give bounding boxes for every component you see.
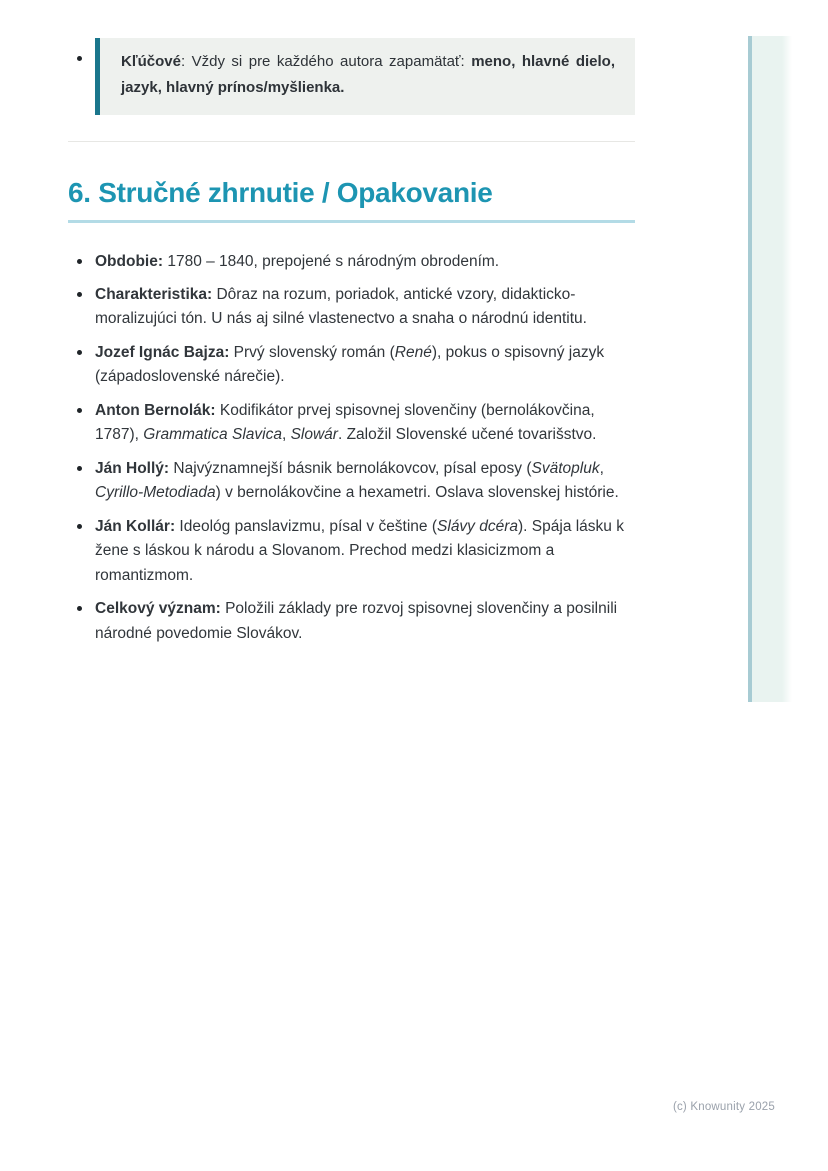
text-segment: Jozef Ignác Bajza: bbox=[95, 343, 230, 361]
text-segment: , bbox=[599, 459, 604, 477]
text-segment: Obdobie: bbox=[95, 252, 164, 270]
text-segment: Celkový význam: bbox=[95, 600, 221, 618]
text-segment: Anton Bernolák: bbox=[95, 401, 216, 419]
text-segment: Kodifikátor prvej spisovnej slovenčiny (bernolákovčina, 1787), bbox=[95, 401, 595, 444]
text-segment: , bbox=[281, 426, 291, 444]
summary-list-item bbox=[68, 283, 635, 332]
section-divider bbox=[68, 141, 635, 142]
text-segment: . Založil Slovenské učené tovarišstvo. bbox=[337, 426, 597, 444]
bullet-icon bbox=[77, 408, 82, 413]
text-segment: : Vždy si pre každého autora zapamätať: bbox=[180, 53, 472, 70]
bullet-icon bbox=[77, 259, 82, 264]
text-segment: Cyrillo-Metodiada bbox=[95, 484, 216, 502]
bullet-icon bbox=[77, 466, 82, 471]
summary-list-item bbox=[68, 597, 635, 646]
bullet-icon bbox=[77, 292, 82, 297]
heading-underline bbox=[68, 220, 635, 223]
text-segment: Ján Kollár: bbox=[95, 517, 176, 535]
text-segment: Charakteristika: bbox=[95, 285, 213, 303]
callout-list-item bbox=[68, 38, 635, 115]
bullet-icon bbox=[77, 606, 82, 611]
section-heading: 6. Stručné zhrnutie / Opakovanie bbox=[68, 176, 493, 208]
text-segment: Najvýznamnejší básnik bernolákovcov, písal eposy ( bbox=[169, 459, 532, 477]
copyright-footer: (c) Knowunity 2025 bbox=[672, 1101, 775, 1113]
text-segment: Položili základy pre rozvoj spisovnej slovenčiny a posilnili národné povedomie Slovákov. bbox=[95, 600, 618, 642]
summary-list-item bbox=[68, 457, 635, 506]
text-segment: Prvý slovenský román ( bbox=[229, 343, 395, 361]
text-segment: René bbox=[394, 343, 432, 361]
summary-list-item bbox=[68, 341, 635, 390]
text-segment: Grammatica Slavica bbox=[143, 426, 282, 444]
key-callout bbox=[95, 38, 635, 115]
callout-text bbox=[121, 49, 615, 102]
summary-list bbox=[68, 250, 635, 647]
text-segment: ), pokus o spisovný jazyk (západoslovenské nárečie). bbox=[95, 343, 605, 386]
summary-list-item bbox=[68, 250, 635, 274]
summary-list-item bbox=[68, 399, 635, 448]
bullet-icon bbox=[77, 350, 82, 355]
callout-marker-cell bbox=[68, 38, 95, 115]
text-segment: Ideológ panslavizmu, písal v češtine ( bbox=[175, 517, 438, 535]
note-content bbox=[68, 0, 635, 655]
next-page-preview[interactable] bbox=[748, 36, 792, 702]
text-segment: Slávy dcéra bbox=[437, 517, 519, 535]
text-segment: ) v bernolákovčine a hexametri. Oslava slovenskej histórie. bbox=[215, 484, 619, 502]
text-segment: Slowár bbox=[290, 426, 338, 444]
bullet-icon bbox=[77, 524, 82, 529]
text-segment: Svätopluk bbox=[531, 459, 600, 477]
text-segment: meno, hlavné dielo, jazyk, hlavný prínos/myšlienka. bbox=[121, 53, 616, 97]
text-segment: Dôraz na rozum, poriadok, antické vzory, didakticko-moralizujúci tón. U nás aj silné vlastenectvo a snaha o národnú identitu. bbox=[95, 285, 587, 328]
bullet-icon bbox=[77, 56, 82, 61]
text-segment: Kľúčové bbox=[121, 53, 181, 70]
text-segment: Ján Hollý: bbox=[95, 459, 170, 477]
text-segment: ). Spája lásku k žene s láskou k národu a Slovanom. Prechod medzi klasicizmom a romantizmom. bbox=[95, 517, 624, 584]
summary-list-item bbox=[68, 515, 635, 588]
text-segment: 1780 – 1840, prepojené s národným obrodením. bbox=[163, 252, 500, 270]
